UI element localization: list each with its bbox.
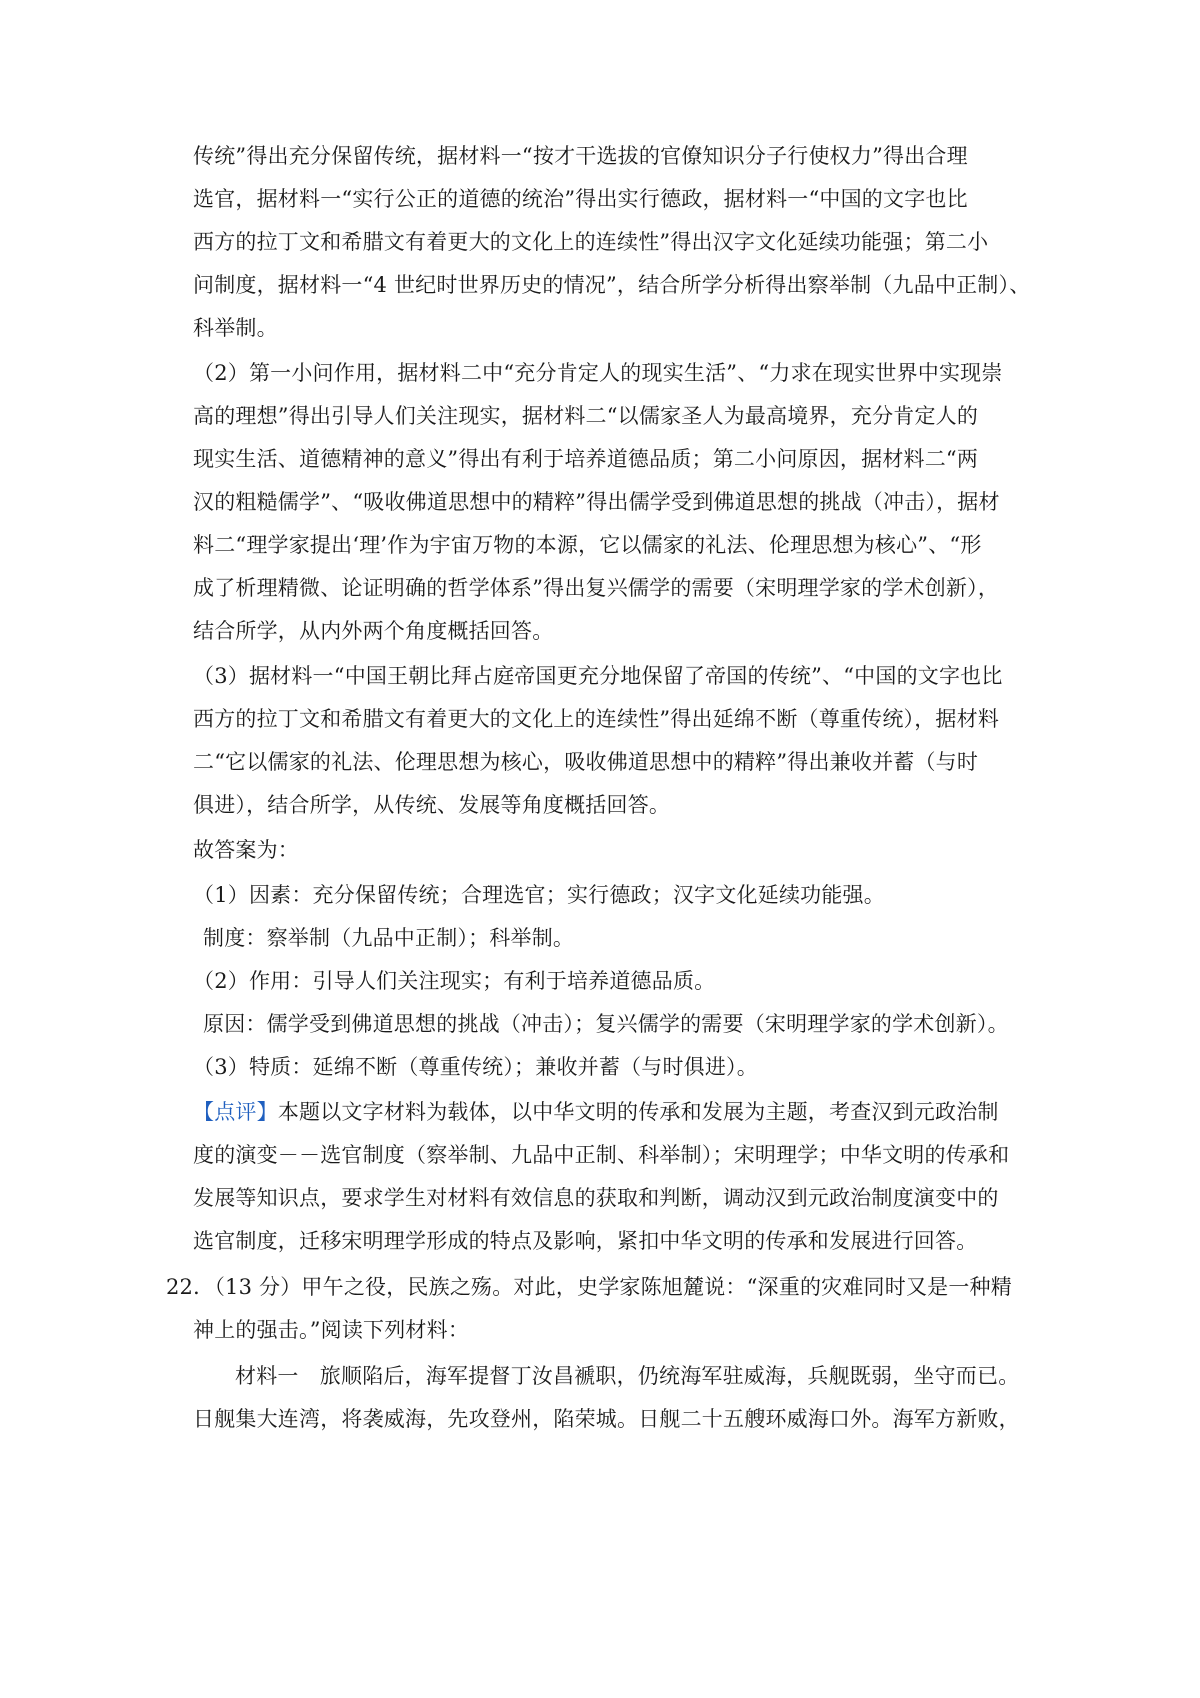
analysis-line: 西方的拉丁文和希腊文有着更大的文化上的连续性”得出延绵不断（尊重传统），据材料: [193, 707, 1000, 731]
answer-line: （1）因素：充分保留传统；合理选官；实行德政；汉字文化延续功能强。: [193, 883, 885, 907]
analysis-line: 成了析理精微、论证明确的哲学体系”得出复兴儒学的需要（宋明理学家的学术创新），: [193, 576, 1000, 600]
analysis-line: 汉的粗糙儒学”、“吸收佛道思想中的精粹”得出儒学受到佛道思想的挑战（冲击），据材: [193, 490, 1000, 514]
analysis-line: （3）据材料一“中国王朝比拜占庭帝国更充分地保留了帝国的传统”、“中国的文字也比: [193, 664, 1003, 688]
comment-line: 发展等知识点，要求学生对材料有效信息的获取和判断，调动汉到元政治制度演变中的: [193, 1186, 999, 1210]
analysis-line: 高的理想”得出引导人们关注现实，据材料二“以儒家圣人为最高境界，充分肯定人的: [193, 404, 979, 428]
answer-line: 原因：儒学受到佛道思想的挑战（冲击）；复兴儒学的需要（宋明理学家的学术创新）。: [203, 1012, 1009, 1036]
answer-line: （3）特质：延绵不断（尊重传统）；兼收并蓄（与时俱进）。: [193, 1055, 758, 1079]
analysis-line: 传统”得出充分保留传统，据材料一“按才干选拔的官僚知识分子行使权力”得出合理: [193, 144, 968, 168]
question-22-line: 神上的强击。”阅读下列材料：: [193, 1318, 470, 1342]
comment-line: 度的演变－－选官制度（察举制、九品中正制、科举制）；宋明理学；中华文明的传承和: [193, 1143, 1010, 1167]
comment-tag: 【点评】: [193, 1100, 278, 1124]
analysis-line: 俱进），结合所学，从传统、发展等角度概括回答。: [193, 793, 671, 817]
comment-text: 本题以文字材料为载体，以中华文明的传承和发展为主题，考查汉到元政治制: [277, 1100, 999, 1124]
analysis-line: 结合所学，从内外两个角度概括回答。: [193, 619, 554, 643]
analysis-line: 料二“理学家提出‘理’作为宇宙万物的本源，它以儒家的礼法、伦理思想为核心”、“形: [193, 533, 982, 557]
answer-intro: 故答案为：: [193, 838, 299, 862]
analysis-line: 二“它以儒家的礼法、伦理思想为核心，吸收佛道思想中的精粹”得出兼收并蓄（与时: [193, 750, 979, 774]
material-1-line: 材料一 旅顺陷后，海军提督丁汝昌褫职，仍统海军驻威海，兵舰既弱，坐守而已。: [235, 1364, 1020, 1388]
question-22-line: 22．（13 分）甲午之役，民族之殇。对此，史学家陈旭麓说：“深重的灾难同时又是一种精: [166, 1275, 1012, 1299]
comment-line: 选官制度，迁移宋明理学形成的特点及影响，紧扣中华文明的传承和发展进行回答。: [193, 1229, 978, 1253]
answer-line: 制度：察举制（九品中正制）；科举制。: [203, 926, 575, 950]
analysis-line: 西方的拉丁文和希腊文有着更大的文化上的连续性”得出汉字文化延续功能强；第二小: [193, 230, 989, 254]
comment-first-line: [193, 1097, 999, 1127]
analysis-line: 问制度，据材料一“4 世纪时世界历史的情况”，结合所学分析得出察举制（九品中正制）、: [193, 273, 1031, 297]
analysis-line: 科举制。: [193, 316, 278, 340]
analysis-line: 现实生活、道德精神的意义”得出有利于培养道德品质；第二小问原因，据材料二“两: [193, 447, 979, 471]
analysis-line: （2）第一小问作用，据材料二中“充分肯定人的现实生活”、“力求在现实世界中实现崇: [193, 361, 1003, 385]
answer-line: （2）作用：引导人们关注现实；有利于培养道德品质。: [193, 969, 716, 993]
analysis-line: 选官，据材料一“实行公正的道德的统治”得出实行德政，据材料一“中国的文字也比: [193, 187, 968, 211]
material-1-line: 日舰集大连湾，将袭威海，先攻登州，陷荣城。日舰二十五艘环威海口外。海军方新败，: [193, 1407, 1020, 1431]
